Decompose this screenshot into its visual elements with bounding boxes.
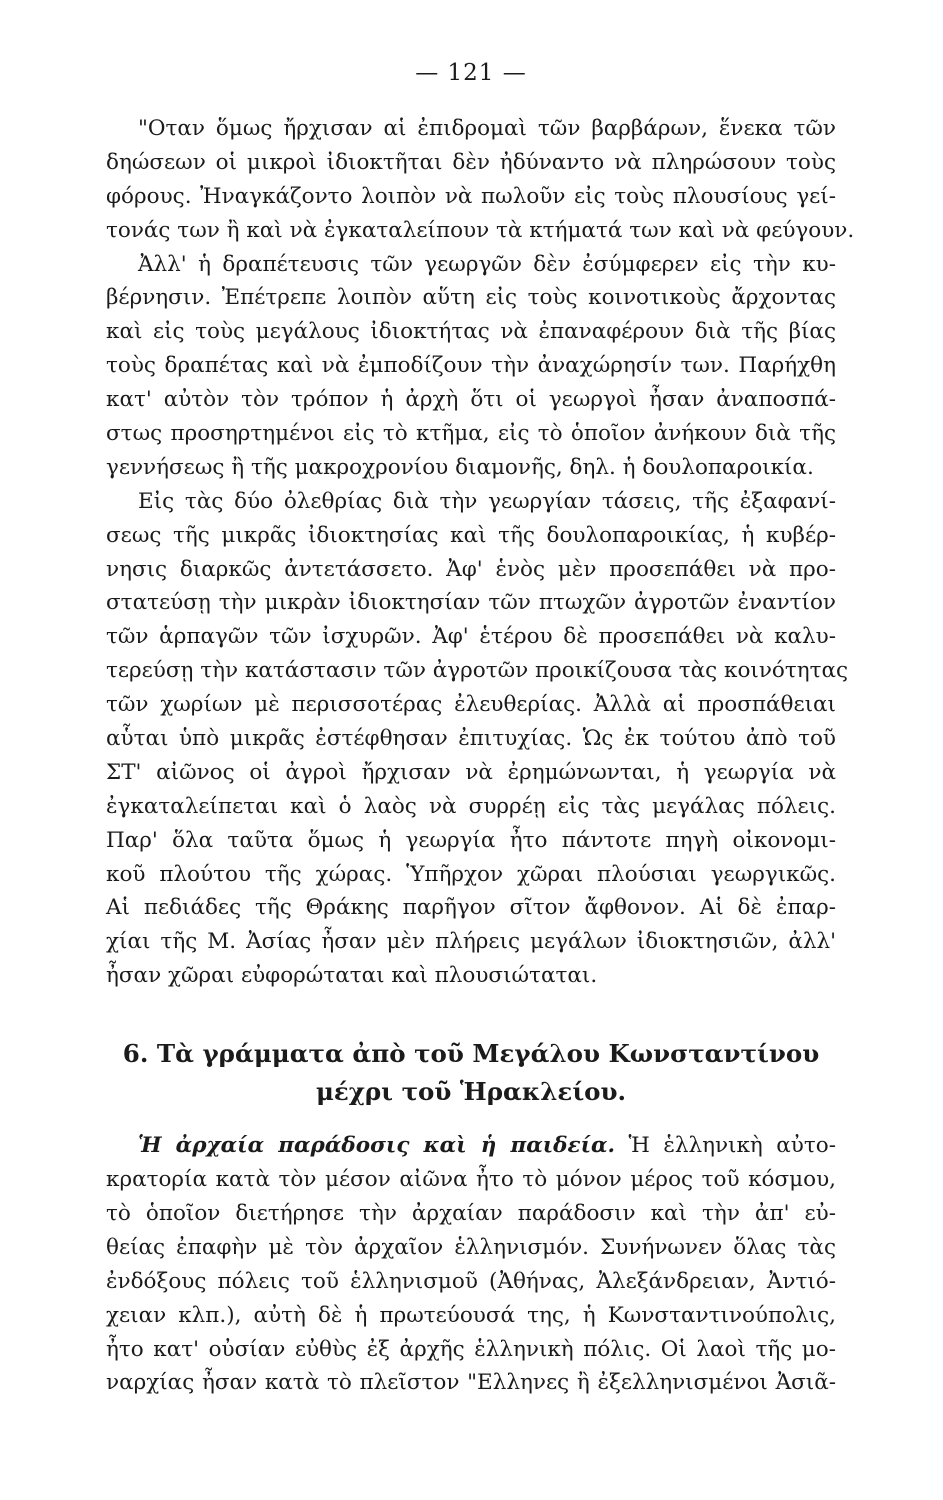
section-heading: [106, 1035, 836, 1111]
section-heading-line: 6. Τὰ γράμματα ἀπὸ τοῦ Μεγάλου Κωνσταντίνου: [122, 1039, 820, 1069]
text-line: κοῦ πλούτου τῆς χώρας. Ὑπῆρχον χῶραι πλούσιαι γεωργικῶς.: [106, 861, 836, 887]
text-line: κατ' αὐτὸν τὸν τρόπον ἡ ἀρχὴ ὅτι οἱ γεωργοὶ ἦσαν ἀναποσπά-: [106, 387, 836, 413]
text-line: αὗται ὑπὸ μικρᾶς ἐστέφθησαν ἐπιτυχίας. Ὡς ἐκ τούτου ἀπὸ τοῦ: [106, 726, 836, 752]
text-line: ναρχίας ἦσαν κατὰ τὸ πλεῖστον "Ελληνες ἢ ἐξελληνισμένοι Ἀσιᾶ-: [106, 1370, 836, 1396]
text-line: χειαν κλπ.), αὐτὴ δὲ ἡ πρωτεύουσά της, ἡ Κωνσταντινούπολις,: [106, 1302, 836, 1328]
text-line: νησις διαρκῶς ἀντετάσσετο. Ἀφ' ἑνὸς μὲν προσεπάθει νὰ προ-: [106, 556, 836, 582]
text-line: ἦτο κατ' οὐσίαν εὐθὺς ἐξ ἀρχῆς ἑλληνικὴ πόλις. Οἱ λαοὶ τῆς μο-: [106, 1336, 836, 1362]
text-line: κρατορία κατὰ τὸν μέσον αἰῶνα ἦτο τὸ μόνον μέρος τοῦ κόσμου,: [106, 1167, 836, 1193]
text-line: ἦσαν χῶραι εὐφορώταται καὶ πλουσιώταται.: [106, 963, 598, 989]
text-line: δηώσεων οἱ μικροὶ ἰδιοκτῆται δὲν ἠδύναντο νὰ πληρώσουν τοὺς: [106, 149, 836, 175]
page-number: — 121 —: [415, 60, 527, 86]
text-line: Ἀλλ' ἡ δραπέτευσις τῶν γεωργῶν δὲν ἐσύμφερεν εἰς τὴν κυ-: [138, 251, 836, 277]
text-line: [106, 1129, 836, 1163]
text-line: τῶν χωρίων μὲ περισσοτέρας ἐλευθερίας. Ἀλλὰ αἱ προσπάθειαι: [106, 692, 836, 718]
text-line: τερεύσῃ τὴν κατάστασιν τῶν ἀγροτῶν προικίζουσα τὰς κοινότητας: [106, 658, 849, 684]
paragraph-1: [106, 112, 855, 248]
paragraph-2: [106, 248, 836, 485]
text-line: ΣΤ' αἰῶνος οἱ ἀγροὶ ἤρχισαν νὰ ἐρημώνωνται, ἡ γεωργία νὰ: [106, 759, 836, 785]
text-line: Αἱ πεδιάδες τῆς Θράκης παρῆγον σῖτον ἄφθονον. Αἱ δὲ ἐπαρ-: [106, 895, 836, 921]
text-line: τοὺς δραπέτας καὶ νὰ ἐμποδίζουν τὴν ἀναχώρησίν των. Παρήχθη: [106, 353, 836, 379]
text-line: "Οταν ὅμως ἤρχισαν αἱ ἐπιδρομαὶ τῶν βαρβάρων, ἕνεκα τῶν: [138, 116, 836, 141]
text-line: βέρνησιν. Ἐπέτρεπε λοιπὸν αὕτη εἰς τοὺς κοινοτικοὺς ἄρχοντας: [106, 285, 836, 311]
text-line: τὸ ὁποῖον διετήρησε τὴν ἀρχαίαν παράδοσιν καὶ τὴν ἀπ' εὐ-: [106, 1200, 836, 1226]
paragraph-4: [106, 1129, 836, 1400]
text-line: χίαι τῆς Μ. Ἀσίας ἦσαν μὲν πλήρεις μεγάλων ἰδιοκτησιῶν, ἀλλ': [106, 929, 836, 955]
text-fragment: Ἡ ἑλληνικὴ αὐτο-: [615, 1133, 836, 1159]
text-line: καὶ εἰς τοὺς μεγάλους ἰδιοκτήτας νὰ ἐπαναφέρουν διὰ τῆς βίας: [106, 319, 836, 345]
text-line: στατεύσῃ τὴν μικρὰν ἰδιοκτησίαν τῶν πτωχῶν ἀγροτῶν ἐναντίον: [106, 590, 836, 616]
text-line: γεννήσεως ἢ τῆς μακροχρονίου διαμονῆς, δηλ. ἡ δουλοπαροικία.: [106, 454, 814, 480]
paragraph-3: [106, 485, 849, 993]
text-line: τονάς των ἢ καὶ νὰ ἐγκαταλείπουν τὰ κτήματά των καὶ νὰ φεύγουν.: [106, 217, 855, 243]
text-line: στως προσηρτημένοι εἰς τὸ κτῆμα, εἰς τὸ ὁποῖον ἀνήκουν διὰ τῆς: [106, 421, 836, 447]
text-line: ἐνδόξους πόλεις τοῦ ἑλληνισμοῦ (Ἀθήνας, Ἀλεξάνδρειαν, Ἀντιό-: [106, 1268, 836, 1294]
text-line: θείας ἐπαφὴν μὲ τὸν ἀρχαῖον ἑλληνισμόν. Συνήνωνεν ὅλας τὰς: [106, 1234, 836, 1260]
text-line: σεως τῆς μικρᾶς ἰδιοκτησίας καὶ τῆς δουλοπαροικίας, ἡ κυβέρ-: [106, 522, 836, 548]
section-heading-line: μέχρι τοῦ Ἡρακλείου.: [315, 1077, 627, 1107]
text-line: τῶν ἁρπαγῶν τῶν ἰσχυρῶν. Ἀφ' ἑτέρου δὲ προσεπάθει νὰ καλυ-: [106, 624, 836, 650]
text-line: Εἰς τὰς δύο ὀλεθρίας διὰ τὴν γεωργίαν τάσεις, τῆς ἐξαφανί-: [138, 488, 836, 514]
inline-subsection-title: Ἡ ἀρχαία παράδοσις καὶ ἡ παιδεία.: [138, 1133, 616, 1159]
text-line: φόρους. Ἠναγκάζοντο λοιπὸν νὰ πωλοῦν εἰς τοὺς πλουσίους γεί-: [106, 183, 836, 209]
book-page: [106, 58, 855, 1400]
text-line: ἐγκαταλείπεται καὶ ὁ λαὸς νὰ συρρέῃ εἰς τὰς μεγάλας πόλεις.: [106, 793, 836, 819]
text-line: Παρ' ὅλα ταῦτα ὅμως ἡ γεωργία ἦτο πάντοτε πηγὴ οἰκονομι-: [106, 827, 836, 853]
